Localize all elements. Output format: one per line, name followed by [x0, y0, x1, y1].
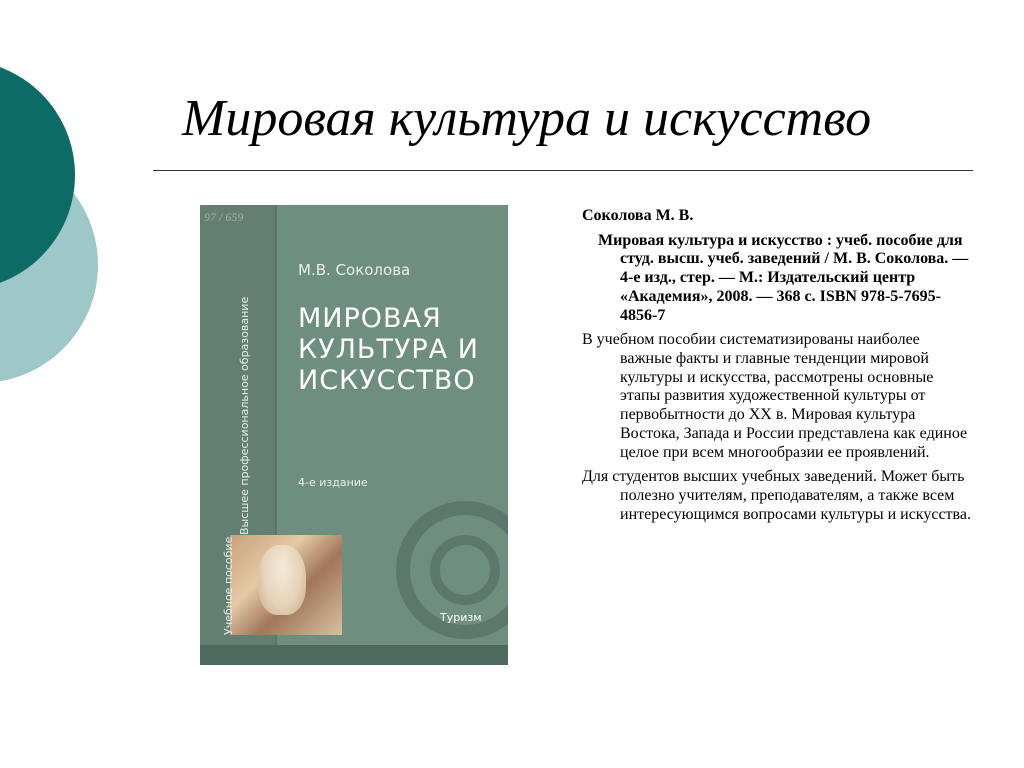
cover-title: МИРОВАЯ КУЛЬТУРА И ИСКУССТВО	[298, 303, 479, 397]
book-description	[582, 207, 972, 525]
description-audience: Для студентов высших учебных заведений. Может быть полезно учителям, преподавателям, а также всем интересующимся вопросами культуры и искусства.	[582, 468, 971, 523]
cover-handwritten-note: 97 / 659	[204, 210, 244, 224]
decorative-circles	[0, 0, 120, 420]
title-divider	[153, 170, 973, 171]
cover-edition: 4-е издание	[298, 476, 368, 489]
description-author: Соколова М. В.	[582, 207, 694, 224]
cover-series-label-2: Учебное пособие	[222, 536, 235, 635]
cover-photo-statue	[230, 535, 342, 635]
cover-series-label: Высшее профессиональное образование	[238, 296, 251, 535]
statue-face	[258, 545, 306, 615]
slide-title: Мировая культура и искусство	[182, 90, 872, 147]
book-cover-image	[200, 205, 508, 665]
cover-bottom-band	[200, 645, 508, 665]
description-bibliography: Мировая культура и искусство : учеб. пособие для студ. высш. учеб. заведений / М. В. Соколова. — 4-е изд., стер. — М.: Издательский центр «Академия», 2008. — 368 с. ISBN 978-5-7695-4856-7	[598, 231, 969, 324]
cover-tourism-label: Туризм	[440, 611, 482, 624]
cover-author: М.В. Соколова	[298, 261, 411, 279]
description-summary: В учебном пособии систематизированы наиболее важные факты и главные тенденции мировой культуры и искусства, рассмотрены основные этапы развития художественной культуры от первобытности до XX в. Мировая культура Востока, Запада и России представлена как единое целое при всем многообразии ее проявлений.	[582, 331, 968, 461]
